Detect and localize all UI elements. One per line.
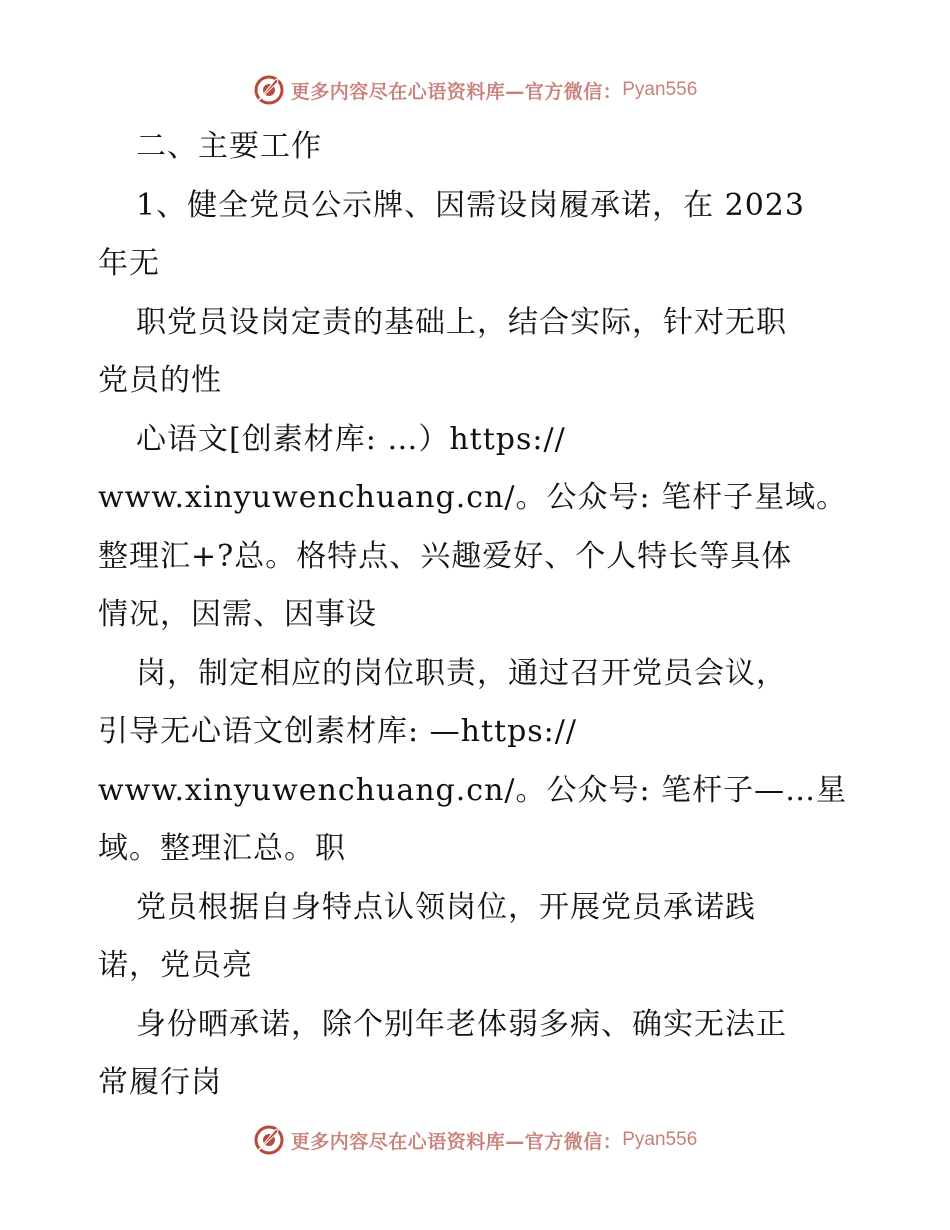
body-line: 身份晒承诺，除个别年老体弱多病、确实无法正 bbox=[136, 1006, 787, 1042]
body-line: 引导无心语文创素材库: —https:// bbox=[98, 714, 577, 749]
body-line: 整理汇+?总。格特点、兴趣爱好、个人特长等具体 bbox=[98, 538, 793, 574]
body-line: 常履行岗 bbox=[98, 1065, 222, 1100]
body-line: 岗，制定相应的岗位职责，通过召开党员会议， bbox=[136, 655, 787, 691]
body-line: 年无 bbox=[98, 246, 160, 281]
document-body bbox=[98, 118, 858, 1113]
footer-banner-contact: Pyan556 bbox=[622, 1129, 698, 1150]
quill-pen-logo-icon bbox=[253, 1124, 285, 1156]
quill-pen-logo-icon bbox=[253, 74, 285, 106]
body-line: 党员根据自身特点认领岗位，开展党员承诺践 bbox=[136, 889, 756, 925]
body-line: www.xinyuwenchuang.cn/。公众号: 笔杆子—…星 bbox=[98, 772, 848, 808]
body-line: 情况，因需、因事设 bbox=[98, 597, 377, 632]
body-line: 诺，党员亮 bbox=[98, 948, 253, 983]
body-line: www.xinyuwenchuang.cn/。公众号: 笔杆子星域。 bbox=[98, 480, 848, 515]
header-banner-text: 更多内容尽在心语资料库—官方微信： bbox=[290, 80, 623, 103]
body-line: 职党员设岗定责的基础上，结合实际，针对无职 bbox=[136, 304, 787, 340]
footer-banner-text: 更多内容尽在心语资料库—官方微信： bbox=[290, 1130, 623, 1153]
header-banner bbox=[0, 70, 950, 110]
body-line: 域。整理汇总。职 bbox=[98, 831, 346, 866]
footer-banner bbox=[0, 1120, 950, 1160]
body-line: 1、健全党员公示牌、因需设岗履承诺，在 2023 bbox=[136, 187, 805, 223]
header-banner-contact: Pyan556 bbox=[622, 79, 698, 100]
section-heading: 二、主要工作 bbox=[136, 129, 322, 164]
body-line: 党员的性 bbox=[98, 363, 222, 398]
body-line: 心语文[创素材库: …）https:// bbox=[136, 421, 566, 457]
